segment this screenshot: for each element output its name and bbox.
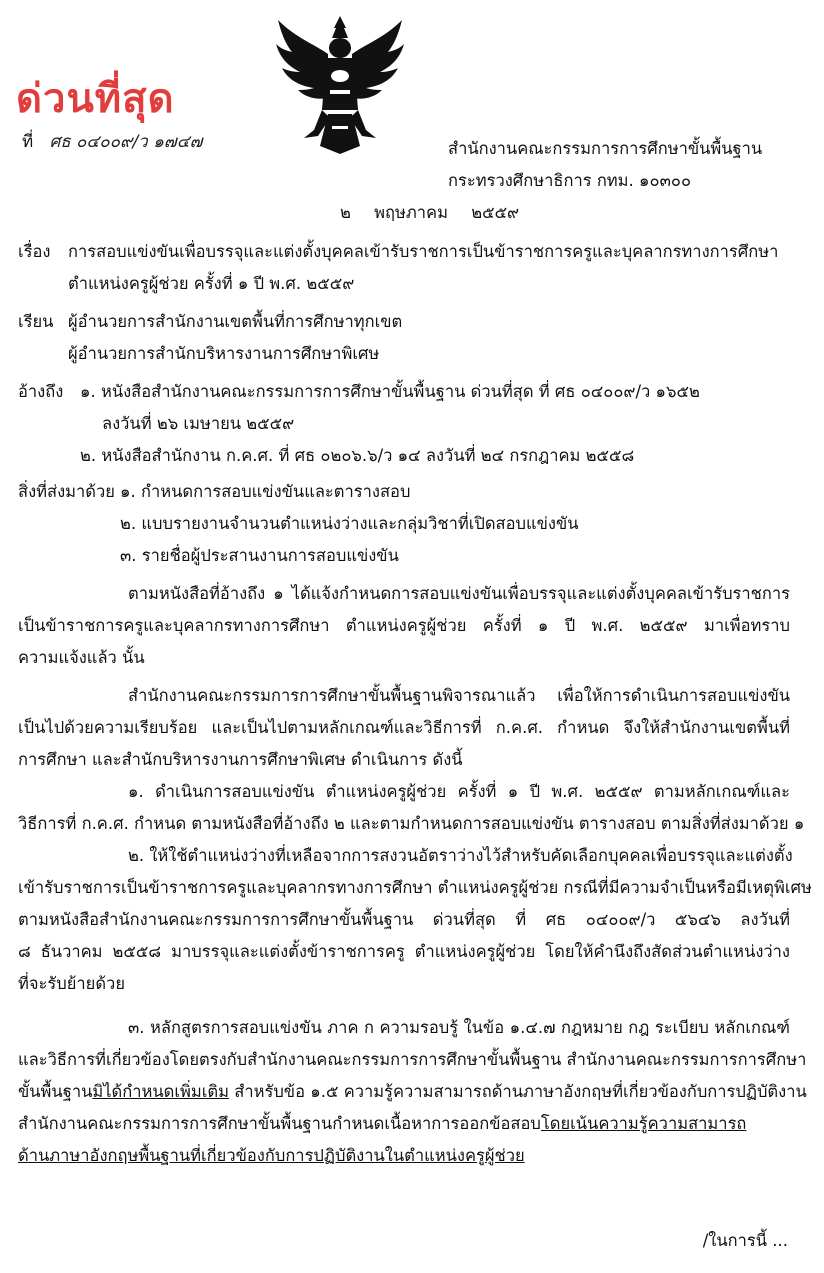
body-line: ที่จะรับย้ายด้วย [18, 974, 125, 993]
body-text: สำหรับข้อ ๑.๕ ความรู้ความสามารถด้านภาษาอังกฤษที่เกี่ยวข้องกับการปฏิบัติงาน [229, 1082, 807, 1101]
recipient-section [18, 306, 790, 370]
body-paragraph-2 [18, 680, 790, 776]
body-line: เข้ารับราชการเป็นข้าราชการครูและบุคลากรทางการศึกษา ตำแหน่งครูผู้ช่วย กรณีที่มีความจำเป็นหรือมีเหตุพิเศษ [18, 878, 812, 897]
garuda-emblem [274, 14, 406, 156]
office-address: กระทรวงศึกษาธิการ กทม. ๑๐๓๐๐ [448, 171, 692, 190]
document-date [340, 200, 537, 226]
attachments-section [18, 476, 790, 572]
body-line: และวิธีการที่เกี่ยวข้องโดยตรงกับสำนักงานคณะกรรมการการศึกษาขั้นพื้นฐาน สำนักงานคณะกรรมการการศึกษา [18, 1050, 807, 1069]
date-year: ๒๕๕๙ [471, 203, 520, 222]
date-day: ๒ [340, 203, 351, 222]
body-line: ตามหนังสือที่อ้างถึง ๑ ได้แจ้งกำหนดการสอบแข่งขันเพื่อบรรจุและแต่งตั้งบุคคลเข้ารับราชการ [128, 584, 790, 603]
document-number [22, 128, 202, 155]
body-line: ๓. หลักสูตรการสอบแข่งขัน ภาค ก ความรอบรู้ ในข้อ ๑.๔.๗ กฎหมาย กฎ ระเบียบ หลักเกณฑ์ [128, 1018, 790, 1037]
body-line: ความแจ้งแล้ว นั้น [18, 648, 145, 667]
date-month: พฤษภาคม [374, 203, 448, 222]
underlined-text: มิได้กำหนดเพิ่มเติม [92, 1082, 230, 1101]
reference-item-continued: ลงวันที่ ๒๖ เมษายน ๒๕๕๙ [102, 414, 295, 433]
body-line: ๒. ให้ใช้ตำแหน่งว่างที่เหลือจากการสงวนอัตราว่างไว้สำหรับคัดเลือกบุคคลเพื่อบรรจุและแต่งตั้ง [128, 846, 793, 865]
urgency-stamp: ด่วนที่สุด [16, 76, 175, 122]
attachment-item: ๑. กำหนดการสอบแข่งขันและตารางสอบ [120, 482, 411, 501]
body-line: เป็นไปด้วยความเรียบร้อย และเป็นไปตามหลักเกณฑ์และวิธีการที่ ก.ค.ศ. กำหนด จึงให้สำนักงานเขตพื้นที่ [18, 718, 790, 737]
body-paragraph-1 [18, 578, 790, 674]
body-item-3 [18, 1012, 807, 1172]
body-text: ขั้นพื้นฐาน [18, 1082, 93, 1101]
body-line: วิธีการที่ ก.ค.ศ. กำหนด ตามหนังสือที่อ้างถึง ๒ และตามกำหนดการสอบแข่งขัน ตารางสอบ ตามสิ่งที่ส่งมาด้วย ๑ [18, 814, 805, 833]
subject-section [18, 236, 790, 300]
office-name: สำนักงานคณะกรรมการการศึกษาขั้นพื้นฐาน [448, 139, 763, 158]
underlined-text: ด้านภาษาอังกฤษพื้นฐานที่เกี่ยวข้องกับการปฏิบัติงานในตำแหน่งครูผู้ช่วย [18, 1146, 525, 1165]
body-item-1 [18, 776, 805, 840]
body-line: การศึกษา และสำนักบริหารงานการศึกษาพิเศษ ดำเนินการ ดังนี้ [18, 750, 463, 769]
document-number-value: ศธ ๐๔๐๐๙/ว ๑๗๔๗ [49, 132, 203, 152]
body-line: ๑. ดำเนินการสอบแข่งขัน ตำแหน่งครูผู้ช่วย ครั้งที่ ๑ ปี พ.ศ. ๒๕๕๙ ตามหลักเกณฑ์และ [128, 782, 790, 801]
recipient-line: ผู้อำนวยการสำนักบริหารงานการศึกษาพิเศษ [68, 344, 380, 363]
body-line: ๘ ธันวาคม ๒๕๕๘ มาบรรจุและแต่งตั้งข้าราชการครู ตำแหน่งครูผู้ช่วย โดยให้คำนึงถึงสัดส่วนตำแหน่งว่าง [18, 942, 790, 961]
subject-line: ตำแหน่งครูผู้ช่วย ครั้งที่ ๑ ปี พ.ศ. ๒๕๕๙ [68, 274, 355, 293]
body-line: สำนักงานคณะกรรมการการศึกษาขั้นพื้นฐานพิจารณาแล้ว เพื่อให้การดำเนินการสอบแข่งขัน [128, 686, 790, 705]
body-line [18, 1108, 790, 1140]
recipient-line: ผู้อำนวยการสำนักงานเขตพื้นที่การศึกษาทุกเขต [68, 312, 403, 331]
body-text: สำนักงานคณะกรรมการการศึกษาขั้นพื้นฐานกำหนดเนื้อหาการออกข้อสอบ [18, 1114, 541, 1133]
attachments-label: สิ่งที่ส่งมาด้วย [18, 482, 115, 501]
reference-item: ๒. หนังสือสำนักงาน ก.ค.ศ. ที่ ศธ ๐๒๐๖.๖/ว ๑๔ ลงวันที่ ๒๔ กรกฎาคม ๒๕๕๘ [80, 446, 635, 465]
body-line: เป็นข้าราชการครูและบุคลากรทางการศึกษา ตำแหน่งครูผู้ช่วย ครั้งที่ ๑ ปี พ.ศ. ๒๕๕๙ มาเพื่อทราบ [18, 616, 790, 635]
attachment-item: ๓. รายชื่อผู้ประสานงานการสอบแข่งขัน [120, 546, 399, 565]
document-number-label: ที่ [22, 132, 34, 152]
body-line: ตามหนังสือสำนักงานคณะกรรมการการศึกษาขั้นพื้นฐาน ด่วนที่สุด ที่ ศธ ๐๔๐๐๙/ว ๕๖๔๖ ลงวันที่ [18, 910, 790, 929]
attachment-item: ๒. แบบรายงานจำนวนตำแหน่งว่างและกลุ่มวิชาที่เปิดสอบแข่งขัน [120, 514, 579, 533]
subject-label: เรื่อง [18, 242, 51, 261]
underlined-text: โดยเน้นความรู้ความสามารถ [540, 1114, 747, 1133]
office-block [448, 133, 762, 197]
subject-line: การสอบแข่งขันเพื่อบรรจุและแต่งตั้งบุคคลเข้ารับราชการเป็นข้าราชการครูและบุคลากรทางการศึกษา [68, 242, 779, 261]
references-label: อ้างถึง [18, 382, 64, 401]
body-item-2 [18, 840, 812, 1000]
recipient-label: เรียน [18, 312, 54, 331]
references-section [18, 376, 790, 472]
body-line [18, 1140, 790, 1172]
continuation-marker: /ในการนี้ ... [702, 1231, 788, 1250]
reference-item: ๑. หนังสือสำนักงานคณะกรรมการการศึกษาขั้นพื้นฐาน ด่วนที่สุด ที่ ศธ ๐๔๐๐๙/ว ๑๖๕๒ [80, 382, 700, 401]
body-line [18, 1076, 807, 1108]
